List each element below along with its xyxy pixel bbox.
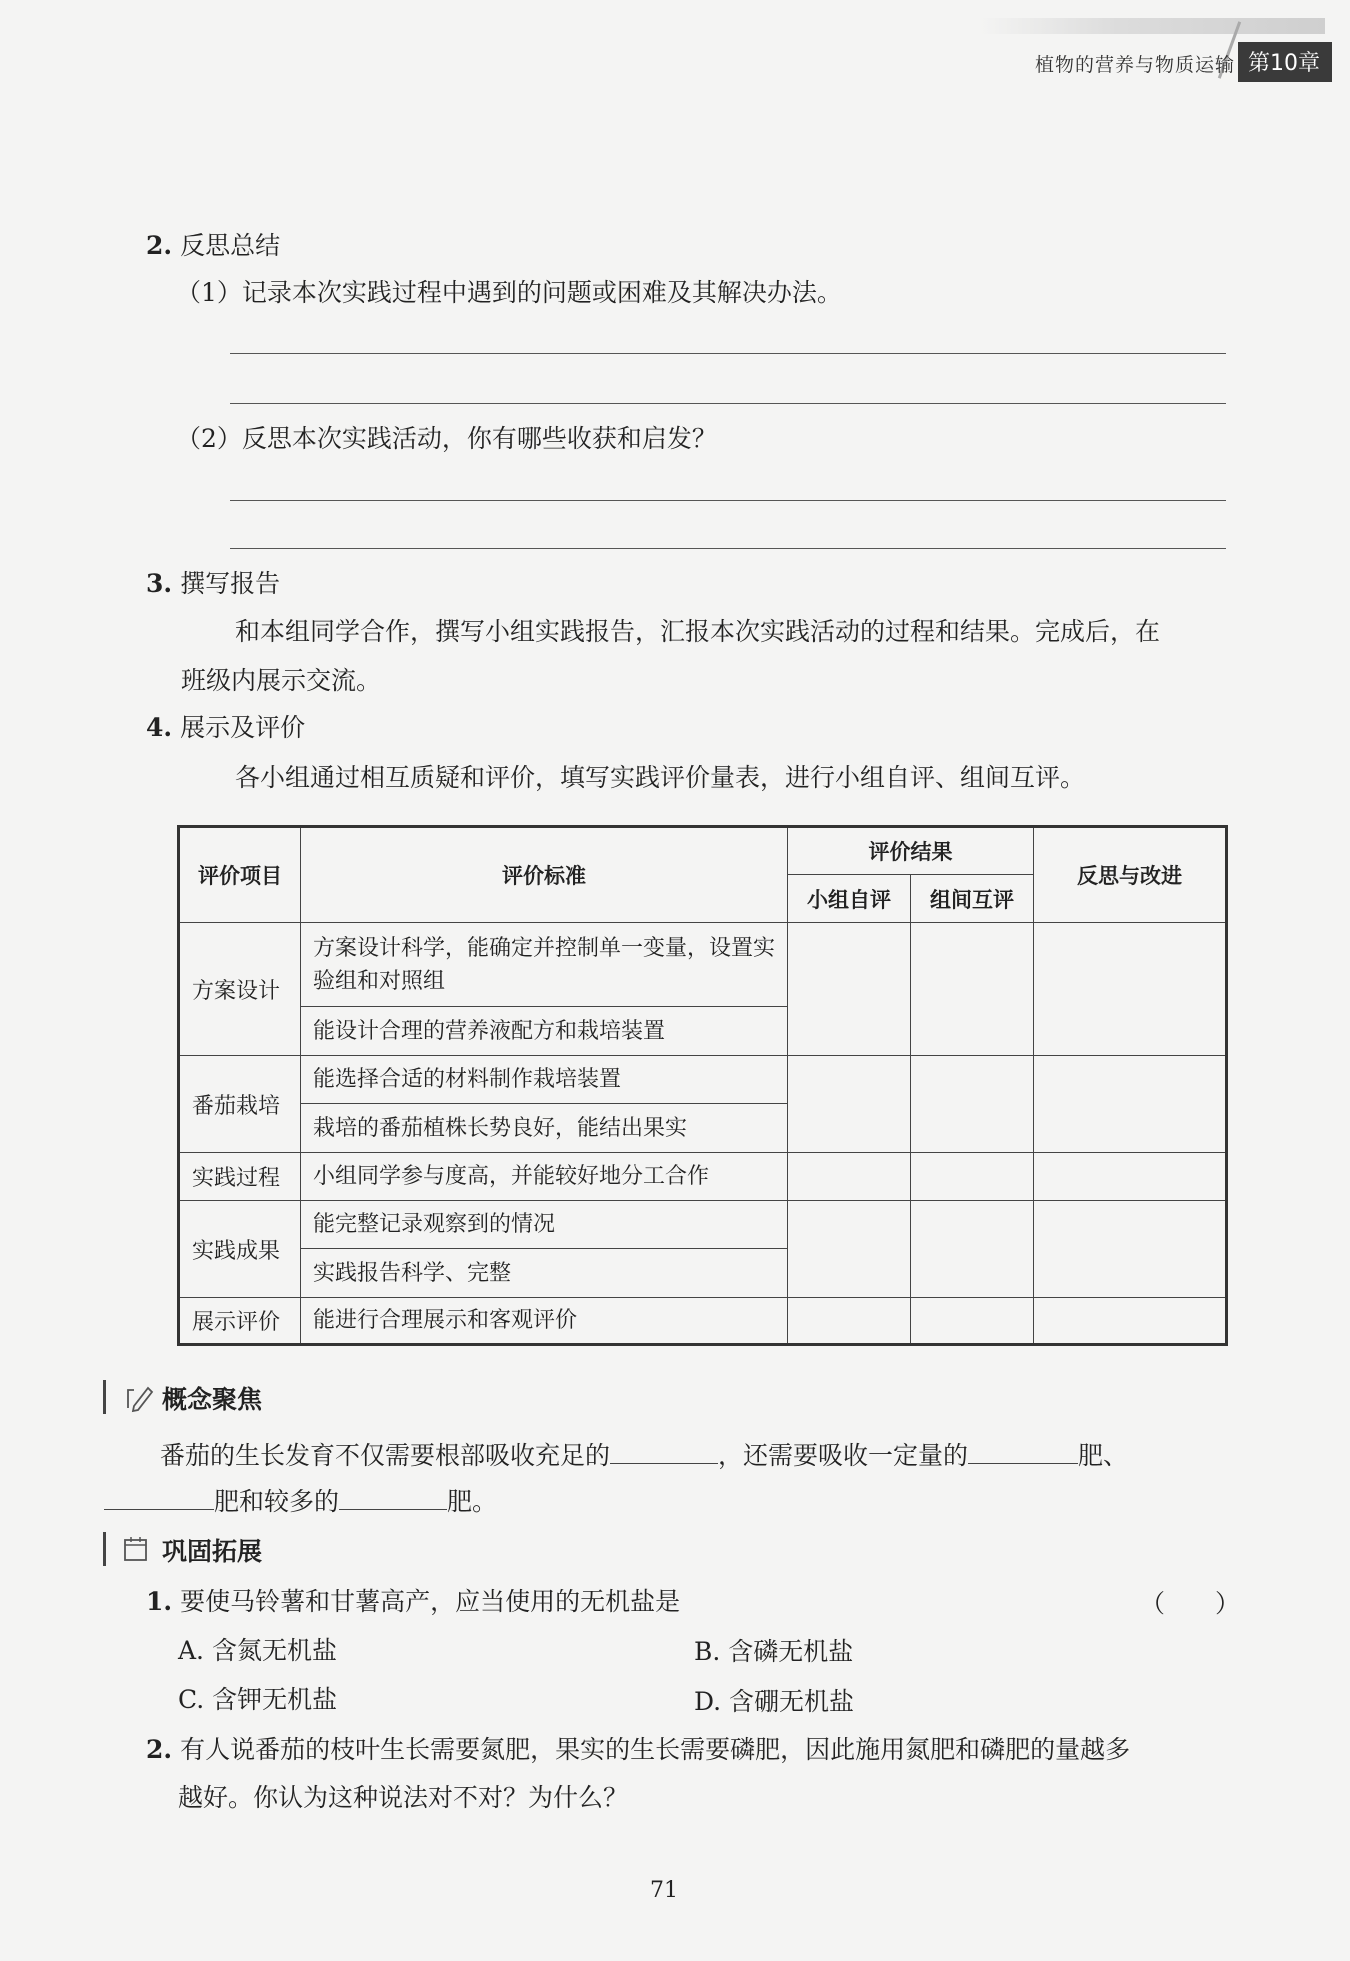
question-2-number: 2. [146,1735,173,1764]
section-2-heading [146,230,280,262]
header-item: 评价项目 [179,827,301,923]
question-2-2: （2）反思本次实践活动，你有哪些收获和启发？ [176,424,717,453]
section-3-heading [146,568,280,600]
peer-eval-cell[interactable] [911,1201,1034,1298]
concept-text: ，还需要吸收一定量的 [718,1441,969,1470]
row-item: 展示评价 [179,1298,301,1345]
self-eval-cell[interactable] [788,923,911,1056]
row-criterion: 栽培的番茄植株长势良好，能结出果实 [301,1104,788,1153]
question-2-line-1: 有人说番茄的枝叶生长需要氮肥，果实的生长需要磷肥，因此施用氮肥和磷肥的量越多 [180,1735,1131,1764]
row-criterion: 方案设计科学，能确定并控制单一变量，设置实验组和对照组 [301,923,788,1007]
table-row [179,1153,1227,1201]
section-3-paragraph-line-2: 班级内展示交流。 [181,666,382,695]
question-2-1: （1）记录本次实践过程中遇到的问题或困难及其解决办法。 [176,278,842,307]
self-eval-cell[interactable] [788,1201,911,1298]
question-1 [146,1586,680,1618]
fill-blank[interactable] [104,1483,214,1510]
question-1-stem: 要使马铃薯和甘薯高产，应当使用的无机盐是 [180,1587,681,1616]
option-c[interactable]: C. 含钾无机盐 [178,1685,338,1714]
section-bar [103,1532,106,1566]
section-2-number: 2. [146,231,173,260]
peer-eval-cell[interactable] [911,1153,1034,1201]
answer-line[interactable] [230,403,1226,404]
question-1-number: 1. [146,1587,173,1616]
answer-line[interactable] [230,548,1226,549]
notebook-icon [122,1535,150,1563]
concept-text: 肥和较多的 [214,1487,340,1516]
peer-eval-cell[interactable] [911,1056,1034,1153]
self-eval-cell[interactable] [788,1056,911,1153]
header-standard: 评价标准 [301,827,788,923]
concept-text: 肥、 [1078,1441,1129,1470]
table-row [179,1056,1227,1104]
reflect-cell[interactable] [1034,1056,1227,1153]
row-criterion: 能选择合适的材料制作栽培装置 [301,1056,788,1104]
row-criterion: 小组同学参与度高，并能较好地分工合作 [301,1153,788,1201]
pencil-icon [124,1382,154,1414]
concept-focus-title: 概念聚焦 [162,1385,263,1414]
reflect-cell[interactable] [1034,1201,1227,1298]
answer-paren[interactable]: （ ） [1140,1589,1241,1618]
self-eval-cell[interactable] [788,1298,911,1345]
header-peer: 组间互评 [911,875,1034,923]
row-criterion: 能完整记录观察到的情况 [301,1201,788,1249]
peer-eval-cell[interactable] [911,923,1034,1056]
table-row [179,1298,1227,1345]
section-4-paragraph: 各小组通过相互质疑和评价，填写实践评价量表，进行小组自评、组间互评。 [235,763,1086,792]
table-row [179,923,1227,1007]
option-a[interactable]: A. 含氮无机盐 [178,1636,337,1665]
consolidate-title: 巩固拓展 [162,1537,263,1566]
fill-blank[interactable] [339,1483,447,1510]
section-4-number: 4. [146,713,173,742]
section-3-number: 3. [146,569,173,598]
chapter-subtitle: 植物的营养与物质运输 [1034,54,1235,76]
fill-blank[interactable] [610,1437,718,1464]
section-2-title: 反思总结 [180,231,281,260]
fill-blank[interactable] [968,1437,1078,1464]
reflect-cell[interactable] [1034,923,1227,1056]
header-reflect: 反思与改进 [1034,827,1227,923]
row-criterion: 能设计合理的营养液配方和栽培装置 [301,1007,788,1056]
question-2-line-2: 越好。你认为这种说法对不对？为什么？ [178,1783,629,1812]
row-item: 实践过程 [179,1153,301,1201]
section-4-title: 展示及评价 [180,713,306,742]
table-row [179,1201,1227,1249]
option-b[interactable]: B. 含磷无机盐 [694,1637,854,1666]
header-result: 评价结果 [788,827,1034,875]
concept-text: 肥。 [447,1487,498,1516]
section-3-paragraph-line-1: 和本组同学合作，撰写小组实践报告，汇报本次实践活动的过程和结果。完成后，在 [235,617,1161,646]
row-criterion: 能进行合理展示和客观评价 [301,1298,788,1345]
header-decoration [980,18,1325,34]
answer-line[interactable] [230,500,1226,501]
option-d[interactable]: D. 含硼无机盐 [694,1687,855,1716]
row-item: 方案设计 [179,923,301,1056]
peer-eval-cell[interactable] [911,1298,1034,1345]
chapter-tag: 第10章 [1238,42,1332,82]
concept-text: 番茄的生长发育不仅需要根部吸收充足的 [160,1441,611,1470]
header-self: 小组自评 [788,875,911,923]
evaluation-table [177,825,1228,1346]
row-item: 番茄栽培 [179,1056,301,1153]
reflect-cell[interactable] [1034,1298,1227,1345]
self-eval-cell[interactable] [788,1153,911,1201]
section-4-heading [146,712,305,744]
section-3-title: 撰写报告 [180,569,281,598]
question-2 [146,1734,1130,1766]
reflect-cell[interactable] [1034,1153,1227,1201]
section-bar [103,1380,106,1414]
row-item: 实践成果 [179,1201,301,1298]
concept-fill-line-1 [160,1437,1128,1472]
concept-fill-line-2 [104,1483,497,1518]
answer-line[interactable] [230,353,1226,354]
row-criterion: 实践报告科学、完整 [301,1249,788,1298]
page-number: 71 [650,1878,678,1903]
